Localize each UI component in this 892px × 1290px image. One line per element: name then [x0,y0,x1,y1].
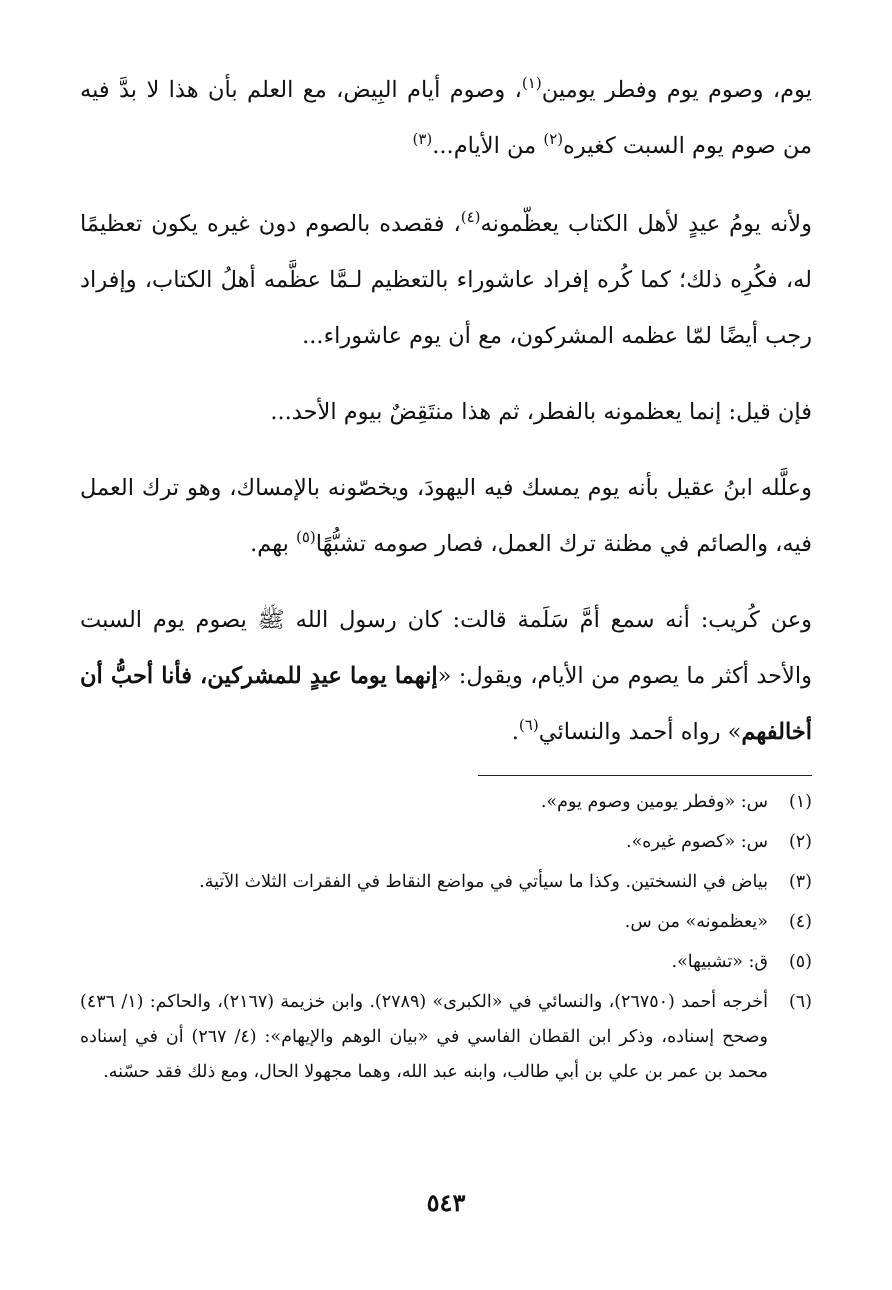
paragraph-text: وعلَّله ابنُ عقيل بأنه يوم يمسك فيه اليهودَ، ويخصّونه بالإمساك، وهو ترك العمل فيه، والصائم في مظنة ترك العمل، فصار صومه تشبُّهًا [80,475,812,557]
footnote-ref[interactable]: (٥) [296,528,316,546]
paragraph-text: من الأيام... [432,133,544,159]
paragraph-text: بهم. [250,531,296,557]
footnote-text: «يعظمونه» من س. [624,912,768,932]
paragraph-1 [80,62,812,174]
paragraph-4 [80,460,812,572]
footnote-divider [478,775,812,776]
footnote-4 [80,905,812,940]
main-text [80,62,812,760]
footnote-5 [80,945,812,980]
footnote-2 [80,825,812,860]
footnote-ref[interactable]: (١) [521,74,542,92]
paragraph-text: ، فقصده بالصوم دون غيره يكون تعظيمًا له، فكُرِه ذلك؛ كما كُره إفراد عاشوراء بالتعظيم لـمَّا عظَّمه أهلُ الكتاب، وإفراد رجب أيضًا لمّا عظمه المشركون، مع أن يوم عاشوراء... [80,211,812,349]
paragraph-3 [80,384,812,440]
footnote-text: ق: «تشبيها». [671,952,768,972]
footnote-ref[interactable]: (٢) [543,130,564,148]
footnote-ref[interactable]: (٤) [460,208,481,226]
paragraph-text: . [511,719,519,745]
footnote-6 [80,985,812,1090]
paragraph-text: وعن كُريب: أنه سمع أمَّ سَلَمة قالت: كان رسول الله ﷺ يصوم يوم السبت والأحد أكثر ما يصوم من الأيام، ويقول: « [80,607,812,689]
footnote-number: (٦) [788,992,812,1012]
footnote-number: (٣) [788,872,812,892]
paragraph-text: » رواه أحمد والنسائي [538,719,742,745]
footnote-ref[interactable]: (٣) [412,130,433,148]
footnote-1 [80,785,812,820]
footnote-3 [80,865,812,900]
footnote-number: (١) [788,792,812,812]
footnote-text: بياض في النسختين. وكذا ما سيأتي في مواضع النقاط في الفقرات الثلاث الآتية. [199,872,768,892]
paragraph-2 [80,196,812,364]
footnote-ref[interactable]: (٦) [518,716,539,734]
paragraph-text: ولأنه يومُ عيدٍ لأهل الكتاب يعظّمونه [480,211,812,237]
paragraph-text: فإن قيل: إنما يعظمونه بالفطر، ثم هذا منتَقِضٌ بيوم الأحد... [270,399,812,425]
page-number: ٥٤٣ [426,1188,466,1217]
footnote-text: أخرجه أحمد (٢٦٧٥٠)، والنسائي في «الكبرى» (٢٧٨٩). وابن خزيمة (٢١٦٧)، والحاكم: (١/ ٤٣٦) وصحح إسناده، وذكر ابن القطان الفاسي في «بيان الوهم والإيهام»: (٤/ ٢٦٧) أن في إسناده محمد بن عمر بن علي بن أبي طالب، وابنه عبد الله، وهما مجهولا الحال، ومع ذلك فقد حسّنه. [80,992,768,1082]
footnotes-section [80,785,812,1095]
footnote-text: س: «كصوم غيره». [626,832,768,852]
footnote-text: س: «وفطر يومين وصوم يوم». [540,792,768,812]
footnote-number: (٤) [788,912,812,932]
paragraph-text: ، وصوم أيام البِيض، مع العلم بأن هذا لا بدَّ فيه من صوم يوم السبت كغيره [80,77,812,159]
paragraph-5 [80,592,812,760]
paragraph-text: يوم، وصوم يوم وفطر يومين [541,77,812,103]
footnote-number: (٥) [788,952,812,972]
footnote-number: (٢) [788,832,812,852]
hadith-quote: إنهما يوما عيدٍ للمشركين، فأنا أحبُّ أن أخالفهم [80,663,812,745]
